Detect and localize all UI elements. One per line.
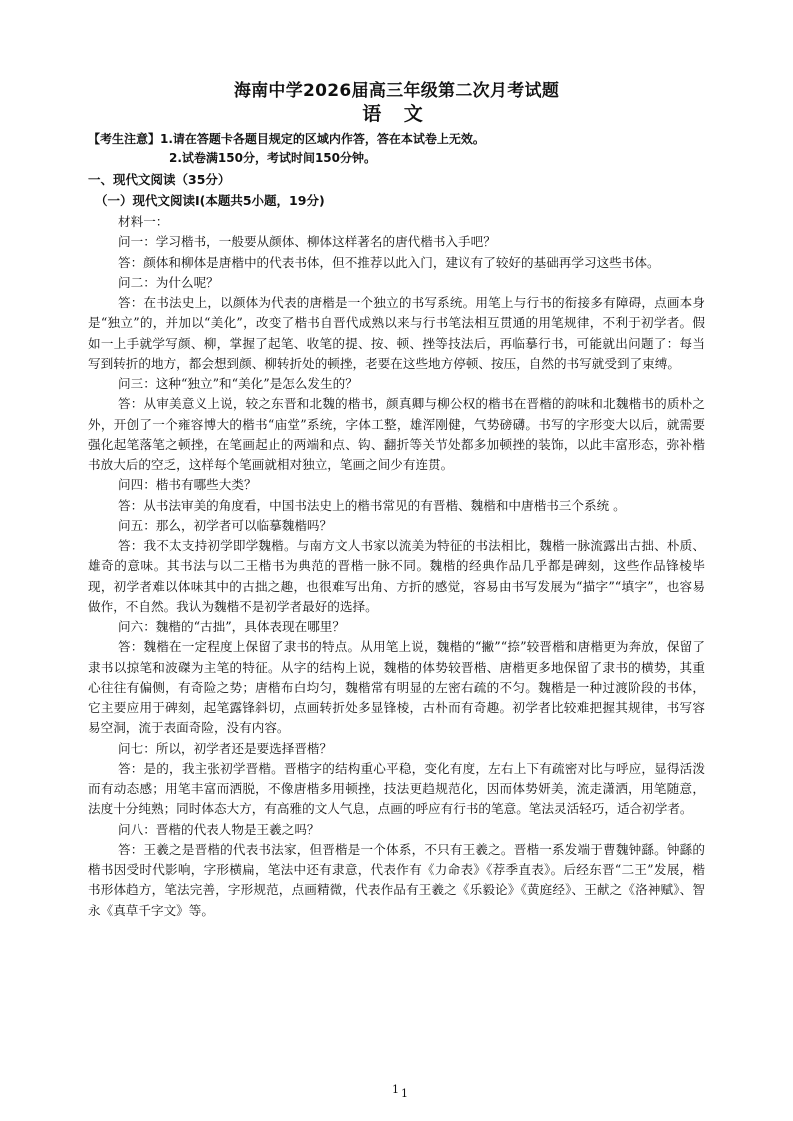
answer-3: 答：从审美意义上说，较之东晋和北魏的楷书，颜真卿与柳公权的楷书在晋楷的韵味和北魏楷书的质朴之外，开创了一个雍容博大的楷书“庙堂”系统，字体工整，雄浑刚健，气势磅礴。书写的字形变大以后，就需要强化起笔落笔之顿挫，在笔画起止的两端和点、钩、翻折等关节处都多加顿挫的装饰，以此丰富形态，弥补楷书放大后的空乏，这样每个笔画就相对独立，笔画之间少有连贯。 (88, 396, 705, 472)
question-3: 问三：这种“独立”和“美化”是怎么发生的？ (118, 376, 358, 391)
question-1: 问一：学习楷书，一般要从颜体、柳体这样著名的唐代楷书入手吧？ (118, 234, 496, 250)
answer-4: 答：从书法审美的角度看，中国书法史上的楷书常见的有晋楷、魏楷和中唐楷书三个系统 。 (118, 497, 626, 513)
answer-1: 答：颜体和柳体是唐楷中的代表书体，但不推荐以此入门，建议有了较好的基础再学习这些书体。 (118, 254, 660, 270)
question-4: 问四：楷书有哪些大类？ (118, 477, 257, 493)
page-number-a: 1 (392, 1083, 399, 1096)
answer-6: 答：魏楷在一定程度上保留了隶书的特点。从用笔上说，魏楷的“撇”“捺”较晋楷和唐楷更为奔放，保留了隶书以掠笔和波磔为主笔的特征。从字的结构上说，魏楷的体势较晋楷、唐楷更多地保留了隶书的横势，其重心往往有偏侧，有奇险之势；唐楷布白均匀，魏楷常有明显的左密右疏的不匀。魏楷是一种过渡阶段的书体，它主要应用于碑刻，起笔露锋斜切，点画转折处多显锋棱，古朴而有奇趣。初学者比较难把握其规律，书写容易空洞，流于表面奇险，没有内容。 (88, 639, 705, 736)
answer-8: 答：王羲之是晋楷的代表书法家，但晋楷是一个体系，不只有王羲之。晋楷一系发端于曹魏钟繇。钟繇的楷书因受时代影响，字形横扁，笔法中还有隶意，代表作有《力命表》《荐季直表》。后经东晋“二王”发展，楷书形体趋方，笔法完善，字形规范，点画精微，代表作品有王羲之《乐毅论》《黄庭经》、王献之《洛神赋》、智永《真草千字文》等。 (88, 841, 705, 918)
question-8: 问八：晋楷的代表人物是王羲之吗？ (118, 821, 320, 837)
subject-title: 语 文 (362, 103, 431, 125)
section-heading: 一、现代文阅读（35分） (88, 172, 231, 187)
answer-2: 答：在书法史上，以颜体为代表的唐楷是一个独立的书写系统。用笔上与行书的衔接多有障碍，点画本身是“独立”的，并加以“美化”，改变了楷书自晋代成熟以来与行书笔法相互贯通的用笔规律，不利于初学者。假如一上手就学写颜、柳，掌握了起笔、收笔的提、按、顿、挫等技法后，再临摹行书，可能就出问题了：每当写到转折的地方，都会想到颜、柳转折处的顿挫，老要在这些地方停顿、按压，自然的书写就受到了束缚。 (88, 295, 705, 371)
material-label: 材料一： (118, 214, 169, 229)
reading-passage (88, 212, 705, 921)
question-5: 问五：那么，初学者可以临摹魏楷吗？ (118, 517, 333, 533)
page-number-b: 1 (401, 1087, 408, 1100)
notice-line-1: 【考生注意】1.请在答题卡各题目规定的区域内作答，答在本试卷上无效。 (88, 132, 485, 146)
question-2: 问二：为什么呢？ (118, 274, 219, 290)
page-number (392, 1083, 408, 1100)
question-7: 问七：所以，初学者还是要选择晋楷？ (118, 740, 333, 756)
answer-7: 答：是的，我主张初学晋楷。晋楷字的结构重心平稳，变化有度，左右上下有疏密对比与呼应，显得活泼而有动态感；用笔丰富而洒脱，不像唐楷多用顿挫，技法更趋规范化，因而体势妍美，流走潇洒，用笔随意，法度十分纯熟；同时体态大方，有高雅的文人气息，点画的呼应有行书的笔意。笔法灵活轻巧，适合初学者。 (88, 760, 705, 817)
answer-5: 答：我不太支持初学即学魏楷。与南方文人书家以流美为特征的书法相比，魏楷一脉流露出古拙、朴质、雄奇的意味。其书法与以二王楷书为典范的晋楷一脉不同。魏楷的经典作品几乎都是碑刻，这些作品锋棱毕现，初学者难以体味其中的古拙之趣，也很难写出角、方折的感觉，容易由书写发展为“描字”“填字”，也容易做作，不自然。我认为魏楷不是初学者最好的选择。 (88, 538, 705, 614)
notice-line-2: 2.试卷满150分，考试时间150分钟。 (169, 151, 377, 165)
question-6: 问六：魏楷的“古拙”，具体表现在哪里？ (118, 619, 345, 634)
section-subheading: （一）现代文阅读Ⅰ(本题共5小题，19分) (95, 193, 325, 208)
exam-title: 海南中学2026届高三年级第二次月考试题 (233, 81, 560, 101)
